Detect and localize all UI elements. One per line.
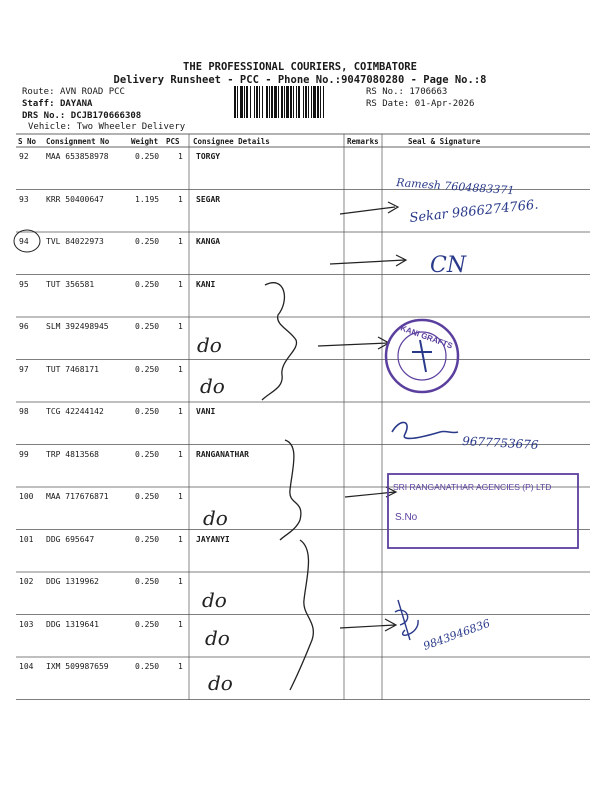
ditto-mark: do	[203, 506, 228, 530]
row-weight: 0.250	[135, 534, 160, 544]
runsheet-subtitle: Delivery Runsheet - PCC - Phone No.:9047080280 - Page No.:8	[113, 74, 487, 86]
row-weight: 0.250	[135, 492, 160, 501]
row-weight: 0.250	[135, 237, 160, 246]
row-consignment-no: TUT 356581	[46, 279, 95, 289]
col-header-weight: Weight	[131, 137, 159, 146]
row-weight: 0.250	[135, 364, 160, 374]
col-header-seal-signature: Seal & Signature	[408, 137, 481, 146]
ditto-mark: do	[200, 374, 225, 398]
row-weight: 0.250	[135, 322, 160, 331]
staff-value: DAYANA	[59, 99, 93, 109]
row-sno: 99	[19, 449, 29, 459]
row-consignee: SEGAR	[196, 194, 221, 204]
row-pcs: 1	[178, 152, 183, 161]
signature-94: CN	[430, 253, 467, 278]
rs-no-value: 1706663	[409, 87, 448, 97]
row-weight: 0.250	[135, 407, 160, 416]
signature-93: Sekar 9866274766.	[408, 197, 540, 226]
row-pcs: 1	[178, 449, 183, 459]
row-consignee: RANGANATHAR	[196, 449, 249, 459]
route-label: Route:	[22, 87, 55, 97]
row-consignment-no: DDG 1319962	[46, 577, 99, 586]
row-pcs: 1	[178, 364, 183, 374]
company-title: THE PROFESSIONAL COURIERS, COIMBATORE	[183, 61, 417, 73]
rect-stamp-line2: S.No	[395, 512, 418, 523]
row-sno: 95	[19, 279, 29, 289]
row-consignee: TORGY	[196, 152, 221, 161]
row-consignee: VANI	[196, 407, 216, 416]
row-consignment-no: DDG 1319641	[46, 619, 99, 629]
row-consignment-no: TVL 84022973	[46, 237, 104, 246]
row-pcs: 1	[178, 619, 183, 629]
rect-stamp-line1: SRI RANGANATHAR AGENCIES (P) LTD	[393, 482, 552, 492]
phone-103: 9843946836	[421, 616, 492, 653]
row-pcs: 1	[178, 534, 183, 544]
row-weight: 1.195	[135, 194, 160, 204]
phone-98: 9677753676	[461, 434, 539, 452]
row-pcs: 1	[178, 237, 183, 246]
row-consignment-no: TRP 4813568	[46, 449, 99, 459]
col-header-remarks: Remarks	[347, 137, 379, 146]
ditto-mark: do	[197, 333, 222, 357]
row-consignee: JAYANYI	[196, 534, 230, 544]
row-sno: 102	[19, 577, 34, 586]
col-header-consignee: Consignee Details	[193, 137, 270, 146]
row-weight: 0.250	[135, 279, 160, 289]
row-consignment-no: DDG 695647	[46, 534, 95, 544]
row-pcs: 1	[178, 662, 183, 671]
row-pcs: 1	[178, 577, 183, 586]
row-pcs: 1	[178, 279, 183, 289]
row-consignment-no: MAA 717676871	[46, 492, 109, 501]
row-sno: 94	[19, 237, 29, 246]
col-header-sno: S No	[18, 137, 37, 146]
row-pcs: 1	[178, 194, 183, 204]
row-weight: 0.250	[135, 152, 160, 161]
row-consignment-no: IXM 509987659	[46, 662, 109, 671]
vehicle-value: Two Wheeler Delivery	[76, 122, 186, 132]
row-weight: 0.250	[135, 449, 160, 459]
col-header-consignment: Consignment No	[46, 137, 110, 146]
row-pcs: 1	[178, 407, 183, 416]
row-consignment-no: MAA 653858978	[46, 152, 109, 161]
row-sno: 100	[19, 492, 34, 501]
row-consignment-no: TUT 7468171	[46, 364, 99, 374]
row-consignment-no: KRR 50400647	[46, 194, 104, 204]
row-consignee: KANI	[196, 279, 216, 289]
ditto-mark: do	[205, 626, 230, 650]
row-sno: 98	[19, 407, 29, 416]
row-sno: 93	[19, 194, 29, 204]
row-weight: 0.250	[135, 577, 160, 586]
round-stamp-text: KANI GRAFTS	[399, 323, 454, 351]
route-value: AVN ROAD PCC	[59, 87, 125, 97]
row-weight: 0.250	[135, 619, 160, 629]
row-pcs: 1	[178, 322, 183, 331]
col-header-pcs: PCS	[166, 137, 180, 146]
row-sno: 97	[19, 364, 29, 374]
row-sno: 92	[19, 152, 29, 161]
rs-date-value: 01-Apr-2026	[414, 99, 475, 109]
row-pcs: 1	[178, 492, 183, 501]
drs-label: DRS No.:	[22, 111, 66, 121]
row-consignee: KANGA	[196, 237, 221, 246]
row-weight: 0.250	[135, 662, 160, 671]
rs-no-label: RS No.:	[366, 87, 404, 97]
rs-date-label: RS Date:	[366, 99, 410, 109]
row-consignment-no: SLM 392498945	[46, 322, 109, 331]
row-sno: 96	[19, 322, 29, 331]
vehicle-label: Vehicle:	[28, 122, 72, 132]
drs-value: DCJB170666308	[70, 111, 142, 121]
signature-92: Ramesh 7604883371	[395, 176, 515, 198]
staff-label: Staff:	[22, 99, 55, 109]
ditto-mark: do	[202, 588, 227, 612]
row-sno: 101	[19, 534, 34, 544]
row-sno: 103	[19, 619, 34, 629]
row-sno: 104	[19, 662, 34, 671]
ditto-mark: do	[208, 671, 233, 695]
row-consignment-no: TCG 42244142	[46, 407, 104, 416]
